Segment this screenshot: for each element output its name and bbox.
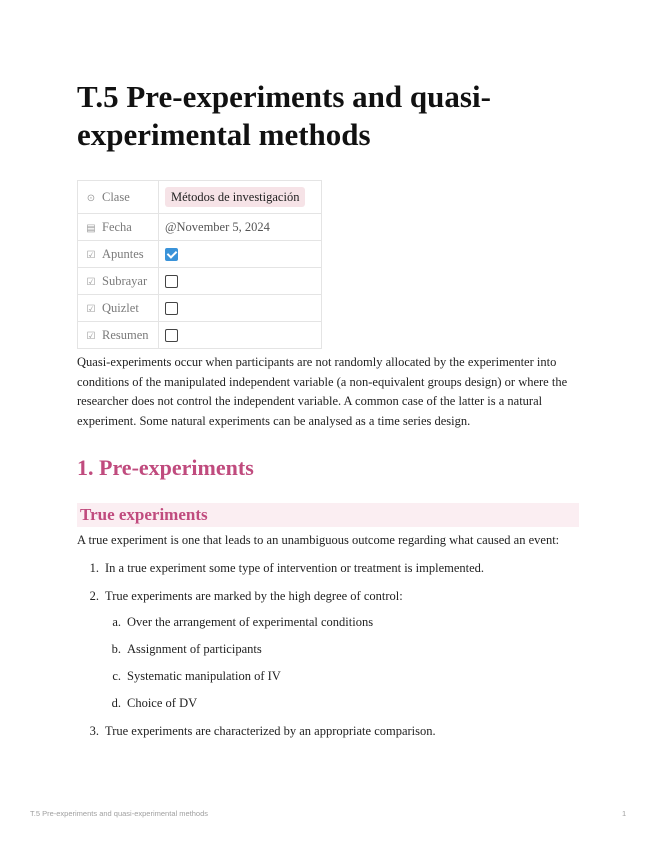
class-tag[interactable]: Métodos de investigación <box>165 187 305 207</box>
target-icon: ⊙ <box>86 192 96 204</box>
checkbox-icon: ☑ <box>86 249 96 261</box>
property-key: Apuntes <box>102 246 144 261</box>
date-value[interactable]: @November 5, 2024 <box>165 219 270 234</box>
page-number: 1 <box>622 809 627 818</box>
property-row <box>78 214 322 241</box>
list-item: d. Choice of DV <box>111 696 198 710</box>
resumen-checkbox[interactable] <box>165 329 178 342</box>
subrayar-checkbox[interactable] <box>165 275 178 288</box>
lead-paragraph: A true experiment is one that leads to an unambiguous outcome regarding what caused an event: <box>77 533 560 547</box>
property-key: Fecha <box>102 219 132 234</box>
list-item: 2. True experiments are marked by the high degree of control: <box>89 589 403 603</box>
intro-paragraph: Quasi-experiments occur when participants are not randomly allocated by the experimenter into conditions of the manipulated independent variable (a non-equivalent groups design) or where the researcher does not control the independent variable. A common case of the latter is a natural experiment. Some natural experiments can be analysed as a time series design. <box>77 355 568 428</box>
properties-table <box>77 180 322 349</box>
calendar-icon: ▤ <box>86 222 96 234</box>
property-row <box>78 241 322 268</box>
list-item: b. Assignment of participants <box>111 642 262 656</box>
property-key: Quizlet <box>102 300 139 315</box>
subsection-heading: True experiments <box>77 503 579 527</box>
property-row <box>78 181 322 214</box>
quizlet-checkbox[interactable] <box>165 302 178 315</box>
property-row <box>78 322 322 349</box>
list-item: a. Over the arrangement of experimental conditions <box>112 615 374 629</box>
list-item: c. Systematic manipulation of IV <box>112 669 281 683</box>
apuntes-checkbox[interactable] <box>165 248 178 261</box>
list-item: 1. In a true experiment some type of intervention or treatment is implemented. <box>89 561 485 575</box>
property-key: Clase <box>102 189 130 204</box>
checkbox-icon: ☑ <box>86 276 96 288</box>
page-title: T.5 Pre-experiments and quasi-experimental methods <box>77 79 491 152</box>
list-item: 3. True experiments are characterized by an appropriate comparison. <box>89 724 436 738</box>
property-key: Subrayar <box>102 273 148 288</box>
property-row <box>78 295 322 322</box>
property-key: Resumen <box>102 327 149 342</box>
section-heading: 1. Pre-experiments <box>77 455 254 480</box>
footer-title: T.5 Pre-experiments and quasi-experimental methods <box>30 809 209 818</box>
property-row <box>78 268 322 295</box>
checkbox-icon: ☑ <box>86 330 96 342</box>
checkbox-icon: ☑ <box>86 303 96 315</box>
